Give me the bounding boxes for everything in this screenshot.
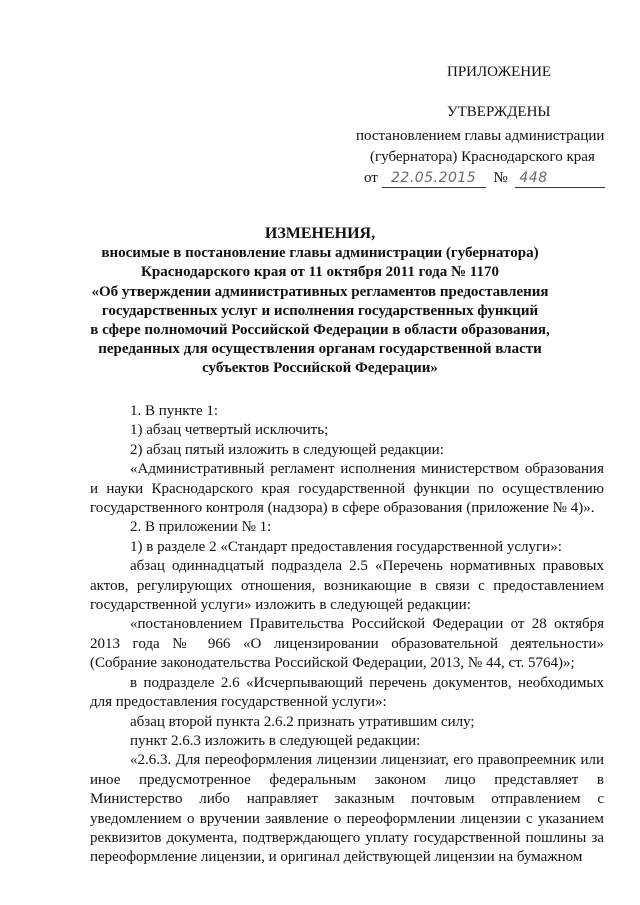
paragraph: абзац одиннадцатый подраздела 2.5 «Перечень нормативных правовых актов, регулирующих отношения, возникающие в связи с предоставлением государственной услуги» изложить в следующей редакции: [90, 558, 604, 614]
document-title [70, 224, 570, 379]
paragraph: «2.6.3. Для переоформления лицензии лицензиат, его правопреемник или иное предусмотренное федеральным законом лицо представляет в Министерство либо направляет заказным почтовым отправлением с уведомлением о вручении заявление о переоформлении лицензии с указанием реквизитов документа, подтверждающего уплату государственной пошлины за переоформление лицензии, и оригинал действующей лицензии на бумажном [90, 752, 604, 866]
paragraph: в подразделе 2.6 «Исчерпывающий перечень документов, необходимых для предоставления государственной услуги»: [90, 674, 604, 711]
paragraph: абзац второй пункта 2.6.2 признать утратившим силу; [130, 713, 475, 730]
paragraph: 2. В приложении № 1: [130, 519, 272, 536]
approval-basis-line-2: (губернатора) Краснодарского края [370, 149, 595, 165]
title-line: государственных услуг и исполнения государственных функций [101, 302, 539, 319]
date-number-row [364, 168, 605, 189]
date-prefix: от [364, 170, 378, 186]
title-line: в сфере полномочий Российской Федерации в области образования, [90, 322, 550, 339]
paragraph: «постановлением Правительства Российской Федерации от 28 октября 2013 года № 966 «О лицензировании образовательной деятельности» (Собрание законодательства Российской Федерации, 2013, № 44, ст. 5764)»; [90, 616, 604, 672]
paragraph: «Административный регламент исполнения министерством образования и науки Краснодарского края государственной функции по осуществлению государственного контроля (надзора) в сфере образования (приложение № 4)». [90, 461, 604, 517]
title-line: вносимые в постановление главы администрации (губернатора) [101, 245, 539, 262]
appendix-label: ПРИЛОЖЕНИЕ [447, 64, 552, 80]
paragraph: 1) в разделе 2 «Стандарт предоставления государственной услуги»: [130, 538, 562, 555]
document-body [90, 402, 604, 868]
paragraph: 1. В пункте 1: [130, 403, 219, 419]
handwritten-date: 22.05.2015 [382, 169, 486, 188]
approval-basis-line-1: постановлением главы администрации [356, 128, 605, 144]
approved-label: УТВЕРЖДЕНЫ [447, 104, 551, 120]
title-line: субъектов Российской Федерации» [202, 360, 438, 377]
number-prefix: № [493, 170, 508, 186]
paragraph: 2) абзац пятый изложить в следующей редакции: [130, 441, 444, 458]
handwritten-number: 448 [515, 169, 605, 188]
paragraph: 1) абзац четвертый исключить; [130, 422, 329, 439]
title-line: Краснодарского края от 11 октября 2011 года № 1170 [141, 264, 499, 281]
title-line: переданных для осуществления органам государственной власти [98, 341, 542, 358]
paragraph: пункт 2.6.3 изложить в следующей редакции: [130, 732, 421, 749]
title-main: ИЗМЕНЕНИЯ, [264, 225, 376, 242]
title-line: «Об утверждении административных регламентов предоставления [91, 283, 549, 300]
